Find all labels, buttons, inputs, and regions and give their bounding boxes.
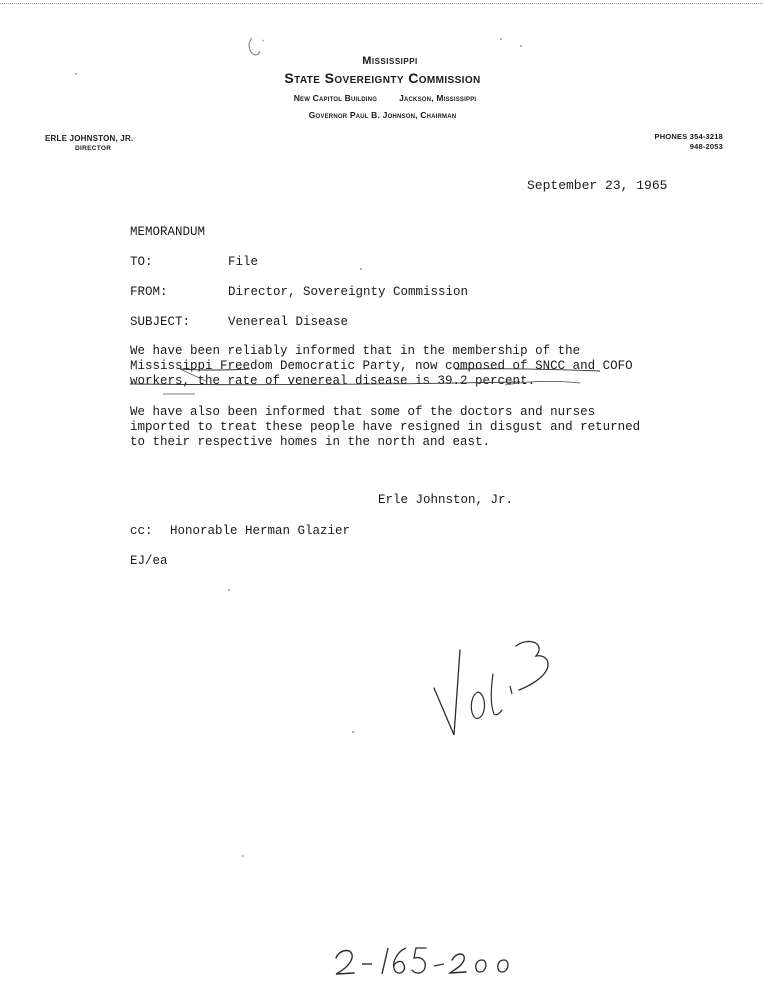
memo-date: September 23, 1965 (527, 178, 668, 193)
memo-heading: MEMORANDUM (130, 225, 206, 239)
scan-edge-line (0, 3, 763, 4)
scan-speck (75, 73, 77, 75)
cc-recipient: Honorable Herman Glazier (170, 524, 351, 538)
letterhead-city: Jackson, Mississippi (399, 93, 477, 103)
scan-speck (352, 731, 354, 733)
letterhead-building: New Capitol Building (293, 93, 378, 103)
from-value: Director, Sovereignty Commission (228, 285, 469, 299)
memo-paragraph-1: We have been reliably informed that in the membership of the Mississippi Freedom Democratic Party, now composed of SNCC and COFO workers, the rate of venereal disease is 39.2 percent. (130, 344, 633, 388)
handwritten-document-number (330, 940, 520, 980)
scan-speck (520, 45, 522, 47)
scan-speck (360, 268, 362, 270)
subject-value: Venereal Disease (228, 315, 349, 329)
signature-line: Erle Johnston, Jr. (378, 493, 514, 507)
scan-speck (242, 855, 244, 857)
typist-initials: EJ/ea (130, 554, 168, 568)
from-label: FROM: (130, 285, 168, 299)
phones-secondary: 948-2053 (689, 142, 723, 151)
letterhead-governor: Governor Paul B. Johnson, Chairman (308, 110, 457, 120)
memo-paragraph-2: We have also been informed that some of the doctors and nurses imported to treat these people have resigned in disgust and returned to their respective homes in the north and east. (130, 405, 641, 449)
cc-label: cc: (130, 524, 153, 538)
letterhead-state: Mississippi (362, 55, 418, 67)
director-name: ERLE JOHNSTON, JR. (45, 134, 134, 143)
subject-label: SUBJECT: (130, 315, 191, 329)
to-value: File (228, 255, 259, 269)
phones-block (655, 132, 723, 152)
scan-speck (228, 589, 230, 591)
phones-primary: PHONES 354-3218 (654, 132, 723, 141)
scan-speck (500, 38, 502, 40)
letterhead-commission: State Sovereignty Commission (284, 70, 481, 86)
handwritten-volume-note (420, 630, 570, 750)
to-label: TO: (130, 255, 153, 269)
seal-mark-icon (244, 32, 272, 62)
director-title: DIRECTOR (75, 145, 112, 152)
letterhead-address (240, 93, 530, 103)
